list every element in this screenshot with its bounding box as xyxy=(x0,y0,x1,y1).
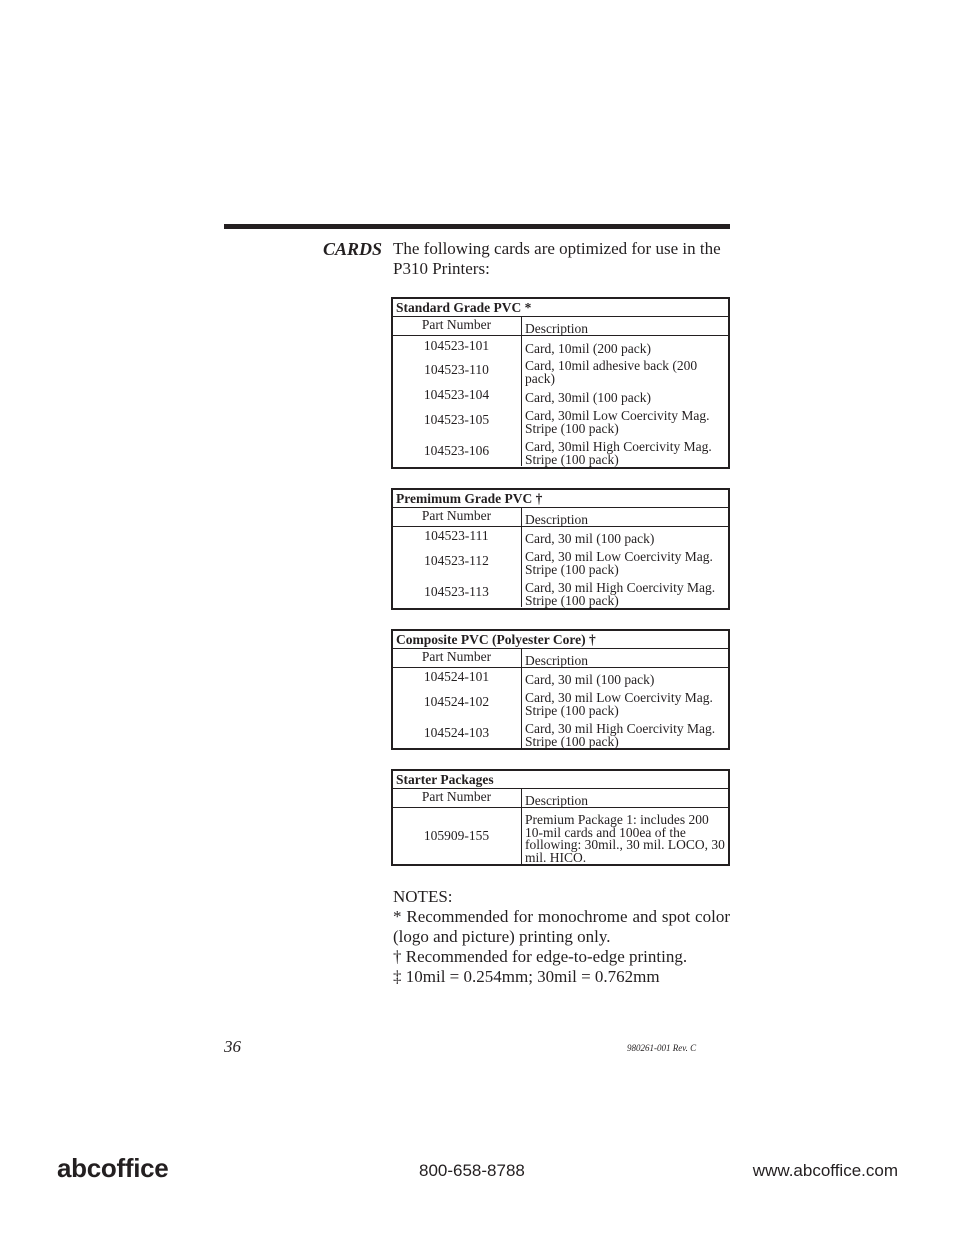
description: Card, 10mil adhesive back (200 pack) xyxy=(525,358,698,386)
table-title: Standard Grade PVC * xyxy=(392,298,729,317)
table-row xyxy=(392,576,729,607)
table-row xyxy=(392,385,729,404)
notes-heading: NOTES: xyxy=(393,887,453,906)
description: Card, 30 mil (100 pack) xyxy=(525,671,655,687)
description: Card, 30 mil Low Coercivity Mag. Stripe (100 pack) xyxy=(525,690,713,718)
description: Card, 10mil (200 pack) xyxy=(525,340,651,356)
table-row xyxy=(392,808,729,864)
table-row xyxy=(392,355,729,385)
table-title: Starter Packages xyxy=(392,770,729,789)
column-header-description: Description xyxy=(525,652,588,668)
table-header-row xyxy=(392,789,729,808)
column-header-description: Description xyxy=(525,792,588,808)
note-item: ‡ 10mil = 0.254mm; 30mil = 0.762mm xyxy=(393,967,660,986)
column-header-part: Part Number xyxy=(392,789,522,807)
section-label: CARDS xyxy=(322,239,382,259)
description: Card, 30mil High Coercivity Mag. Stripe (100 pack) xyxy=(525,439,712,467)
header-rule xyxy=(224,224,730,229)
premium-grade-table xyxy=(391,488,730,610)
note-item: † Recommended for edge-to-edge printing. xyxy=(393,947,688,966)
part-number: 104524-103 xyxy=(392,717,522,748)
table-row xyxy=(392,668,729,686)
description: Card, 30 mil High Coercivity Mag. Stripe (100 pack) xyxy=(525,580,716,608)
column-header-part: Part Number xyxy=(392,508,522,526)
page-number: 36 xyxy=(224,1037,241,1056)
part-number: 105909-155 xyxy=(392,808,522,864)
document-id: 980261-001 Rev. C xyxy=(627,1043,697,1053)
composite-pvc-table xyxy=(391,629,730,750)
column-header-part: Part Number xyxy=(392,317,522,335)
part-number: 104523-111 xyxy=(392,527,522,545)
table-row xyxy=(392,336,729,355)
table-row xyxy=(392,404,729,435)
notes xyxy=(393,887,730,987)
table-header-row xyxy=(392,508,729,527)
table-header-row xyxy=(392,317,729,336)
website-link[interactable]: www.abcoffice.com xyxy=(752,1161,898,1180)
column-header-description: Description xyxy=(525,320,588,336)
note-item: * Recommended for monochrome and spot color (logo and picture) printing only. xyxy=(393,907,730,946)
part-number: 104523-110 xyxy=(392,355,522,385)
column-header-part: Part Number xyxy=(392,649,522,667)
table-row xyxy=(392,435,729,466)
part-number: 104523-101 xyxy=(392,336,522,355)
description: Card, 30mil (100 pack) xyxy=(525,389,651,405)
table-header-row xyxy=(392,649,729,668)
part-number: 104523-105 xyxy=(392,404,522,435)
table-row xyxy=(392,717,729,748)
phone-number: 800-658-8788 xyxy=(419,1161,525,1180)
description: Card, 30 mil Low Coercivity Mag. Stripe (100 pack) xyxy=(525,549,713,577)
standard-grade-table xyxy=(391,297,730,469)
part-number: 104523-104 xyxy=(392,385,522,404)
part-number: 104523-112 xyxy=(392,545,522,576)
starter-packages-table xyxy=(391,769,730,866)
part-number: 104524-101 xyxy=(392,668,522,686)
part-number: 104523-113 xyxy=(392,576,522,607)
description: Card, 30 mil High Coercivity Mag. Stripe (100 pack) xyxy=(525,721,716,749)
description: Premium Package 1: includes 200 10-mil cards and 100ea of the following: 30mil., 30 mil. LOCO, 30 mil. HICO. xyxy=(525,812,725,865)
description: Card, 30mil Low Coercivity Mag. Stripe (100 pack) xyxy=(525,408,710,436)
description: Card, 30 mil (100 pack) xyxy=(525,530,655,546)
table-row xyxy=(392,527,729,545)
table-row xyxy=(392,545,729,576)
part-number: 104523-106 xyxy=(392,435,522,466)
table-title: Premimum Grade PVC † xyxy=(392,489,729,508)
intro-text: The following cards are optimized for use in the P310 Printers: xyxy=(393,239,721,278)
part-number: 104524-102 xyxy=(392,686,522,717)
brand-logo: abcoffice xyxy=(57,1153,169,1183)
column-header-description: Description xyxy=(525,511,588,527)
table-row xyxy=(392,686,729,717)
table-title: Composite PVC (Polyester Core) † xyxy=(392,630,729,649)
